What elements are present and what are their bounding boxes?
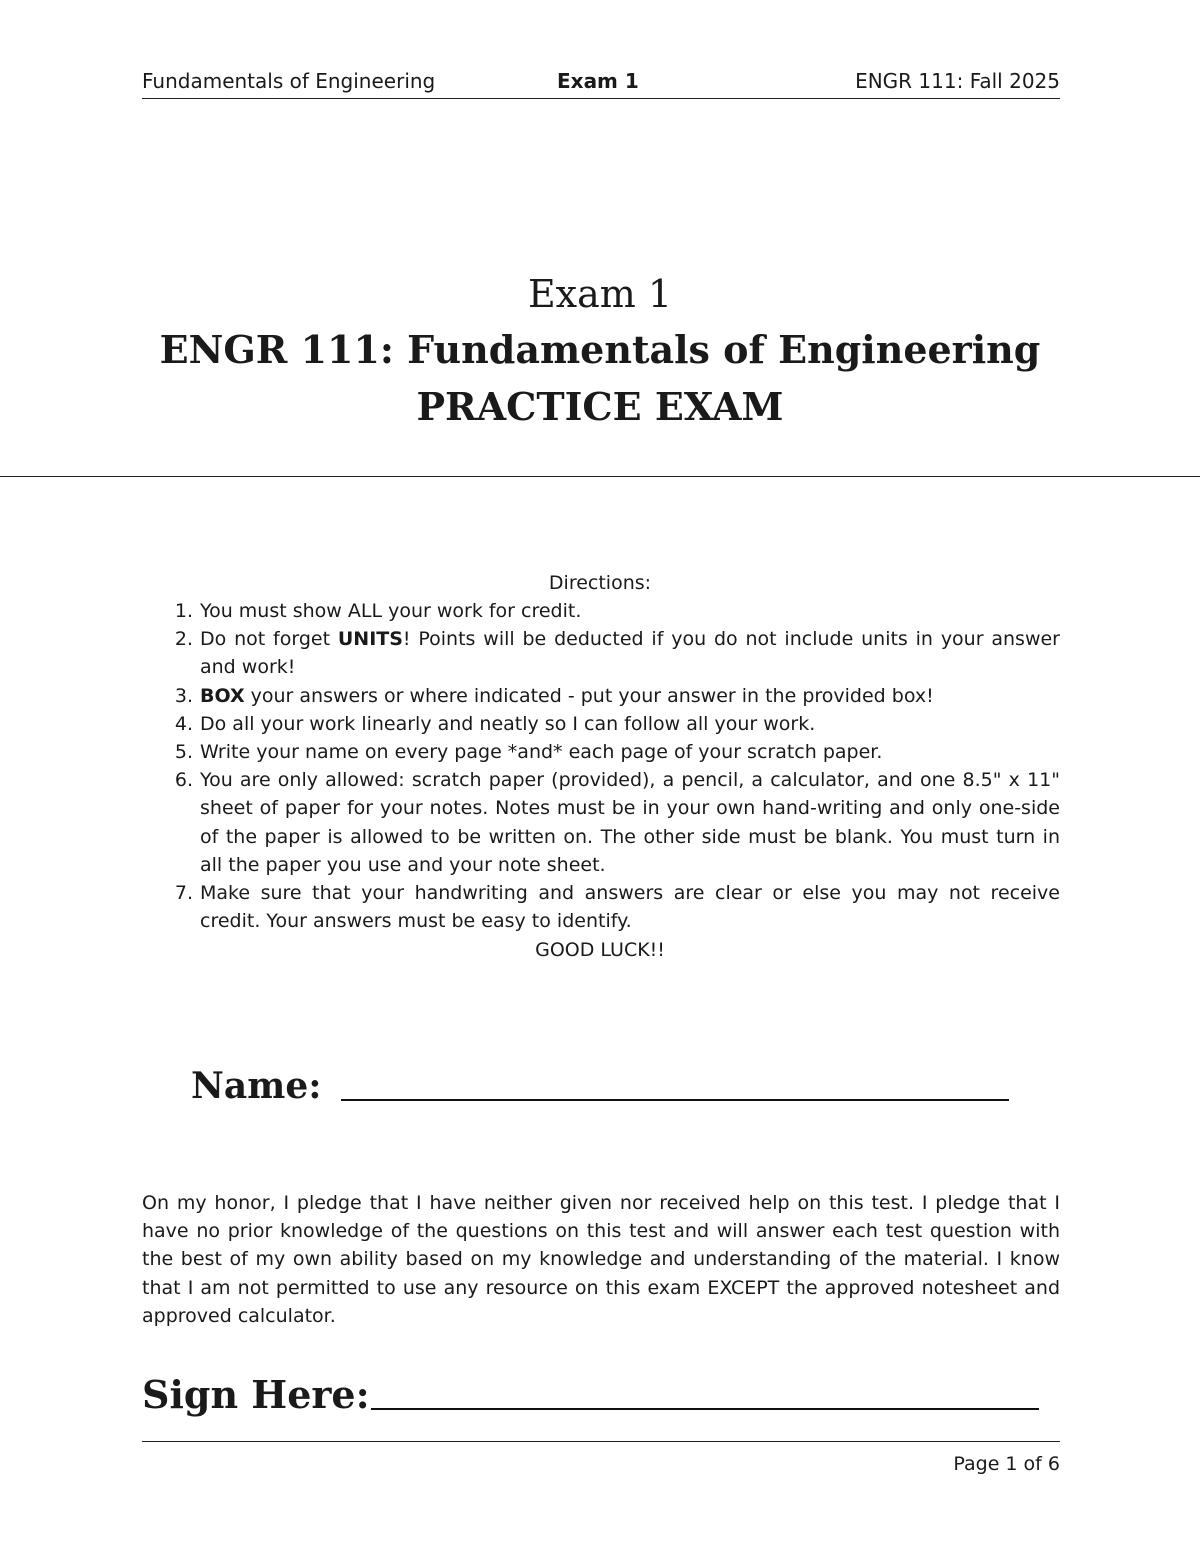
name-input-line[interactable] — [341, 1099, 1009, 1101]
direction-number: 2. — [174, 628, 193, 651]
direction-item: 7. Make sure that your handwriting and answers are clear or else you may not receive credit. Your answers must be easy to identify. — [165, 879, 1060, 935]
header-course-name: Fundamentals of Engineering — [142, 69, 436, 93]
direction-number: 4. — [174, 712, 193, 735]
direction-item: 4. Do all your work linearly and neatly so I can follow all your work. — [165, 710, 1060, 738]
signature-input-line[interactable] — [371, 1408, 1039, 1410]
direction-item: 6. You are only allowed: scratch paper (provided), a pencil, a calculator, and one 8.5" x 11" sheet of paper for your notes. Notes must be in your own hand-writing and only one-side of the paper is allowed to be written on. The other side must be blank. You must turn in all the paper you use and your note sheet. — [165, 766, 1060, 879]
name-label: Name: — [191, 1065, 322, 1107]
direction-number: 5. — [174, 741, 193, 764]
exam-title: Exam 1 — [527, 272, 673, 316]
directions-heading: Directions: — [548, 572, 652, 594]
title-divider — [0, 476, 1200, 477]
header-course-term: ENGR 111: Fall 2025 — [855, 69, 1060, 93]
good-luck-message: GOOD LUCK!! — [535, 939, 665, 961]
direction-item: 3. BOX your answers or where indicated - put your answer in the provided box! — [165, 682, 1060, 710]
direction-number: 6. — [174, 769, 193, 792]
direction-item: 1. You must show ALL your work for credit. — [165, 597, 1060, 625]
directions-list — [165, 597, 1060, 935]
page-number: Page 1 of 6 — [953, 1453, 1060, 1475]
header-exam-title: Exam 1 — [557, 69, 639, 93]
direction-item: 5. Write your name on every page *and* each page of your scratch paper. — [165, 738, 1060, 766]
direction-number: 7. — [174, 882, 193, 905]
honor-pledge: On my honor, I pledge that I have neither given nor received help on this test. I pledge that I have no prior knowledge of the questions on this test and will answer each test question with the best of my own ability based on my knowledge and understanding of the material. I know that I am not permitted to use any resource on this exam EXCEPT the approved notesheet and approved calculator. — [142, 1192, 1060, 1327]
signature-label: Sign Here: — [142, 1372, 370, 1417]
course-title: ENGR 111: Fundamentals of Engineering — [159, 327, 1041, 372]
footer-divider — [142, 1441, 1060, 1442]
running-header — [142, 66, 1060, 99]
direction-number: 3. — [174, 684, 193, 707]
direction-item: 2. Do not forget UNITS! Points will be deducted if you do not include units in your answer and work! — [165, 625, 1060, 681]
direction-number: 1. — [174, 600, 193, 622]
practice-exam-label: PRACTICE EXAM — [416, 384, 784, 429]
